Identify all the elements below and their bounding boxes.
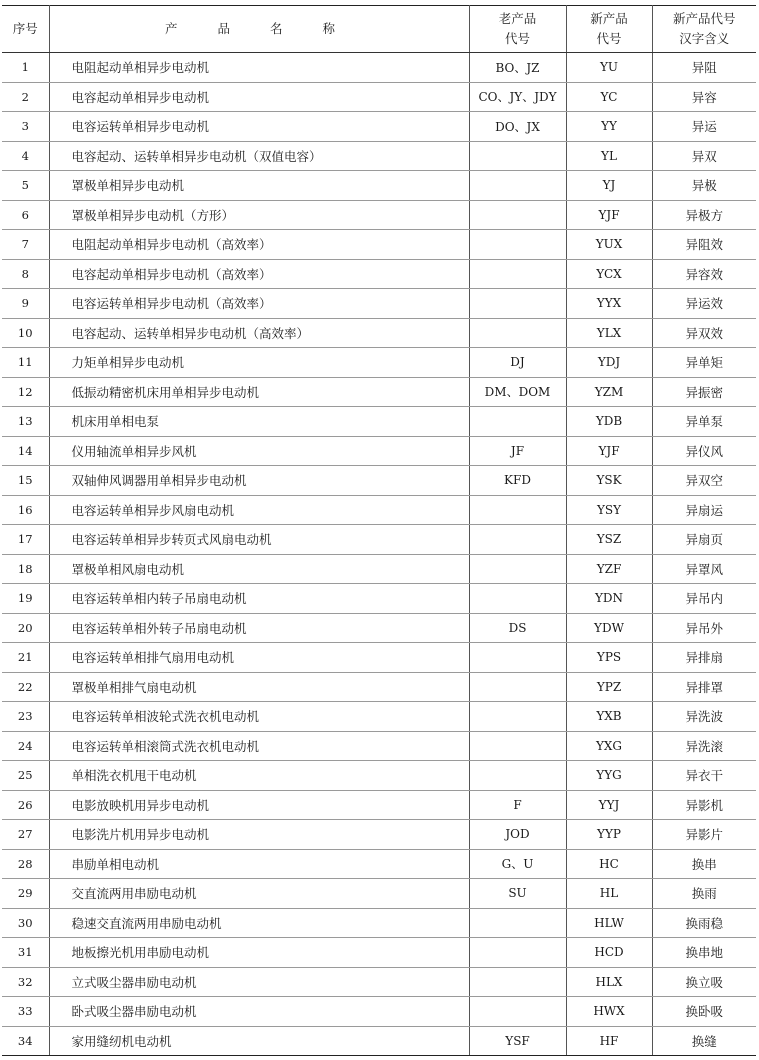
cell-code-meaning: 换缝	[652, 1026, 756, 1056]
cell-old-code	[469, 289, 566, 319]
cell-product-name: 罩极单相异步电动机（方形）	[49, 200, 469, 230]
table-row	[2, 908, 756, 938]
cell-new-code: YYX	[566, 289, 652, 319]
table-row	[2, 672, 756, 702]
motor-code-table	[2, 5, 756, 1056]
cell-old-code	[469, 259, 566, 289]
cell-product-name: 电影放映机用异步电动机	[49, 790, 469, 820]
cell-product-name: 低振动精密机床用单相异步电动机	[49, 377, 469, 407]
table-row	[2, 643, 756, 673]
cell-old-code: F	[469, 790, 566, 820]
cell-old-code	[469, 495, 566, 525]
cell-product-name: 罩极单相排气扇电动机	[49, 672, 469, 702]
cell-old-code: DM、DOM	[469, 377, 566, 407]
cell-old-code	[469, 141, 566, 171]
table-row	[2, 200, 756, 230]
cell-no: 16	[2, 495, 49, 525]
cell-old-code	[469, 938, 566, 968]
cell-code-meaning: 异振密	[652, 377, 756, 407]
cell-product-name: 电容运转单相波轮式洗衣机电动机	[49, 702, 469, 732]
cell-code-meaning: 异罩风	[652, 554, 756, 584]
cell-code-meaning: 异影机	[652, 790, 756, 820]
cell-new-code: HF	[566, 1026, 652, 1056]
cell-no: 14	[2, 436, 49, 466]
cell-old-code: KFD	[469, 466, 566, 496]
cell-code-meaning: 异阻	[652, 53, 756, 83]
cell-code-meaning: 异扇页	[652, 525, 756, 555]
cell-old-code	[469, 997, 566, 1027]
cell-code-meaning: 异运效	[652, 289, 756, 319]
cell-code-meaning: 换卧吸	[652, 997, 756, 1027]
table-body	[2, 53, 756, 1056]
header-old-code-line2: 代号	[504, 31, 530, 46]
table-row	[2, 584, 756, 614]
table-row	[2, 436, 756, 466]
cell-code-meaning: 异洗波	[652, 702, 756, 732]
header-old-code-line1: 老产品	[498, 11, 537, 26]
cell-no: 28	[2, 849, 49, 879]
cell-product-name: 电容起动单相异步电动机	[49, 82, 469, 112]
cell-product-name: 串励单相电动机	[49, 849, 469, 879]
cell-old-code	[469, 761, 566, 791]
cell-no: 31	[2, 938, 49, 968]
cell-new-code: YCX	[566, 259, 652, 289]
cell-product-name: 仪用轴流单相异步风机	[49, 436, 469, 466]
header-new-code-line1: 新产品	[590, 11, 628, 26]
cell-no: 26	[2, 790, 49, 820]
cell-code-meaning: 异容效	[652, 259, 756, 289]
cell-old-code: G、U	[469, 849, 566, 879]
cell-new-code: YC	[566, 82, 652, 112]
table-header	[2, 6, 756, 53]
table-row	[2, 112, 756, 142]
cell-old-code	[469, 554, 566, 584]
cell-product-name: 电容运转单相异步风扇电动机	[49, 495, 469, 525]
cell-code-meaning: 异影片	[652, 820, 756, 850]
cell-old-code: JF	[469, 436, 566, 466]
table-row	[2, 702, 756, 732]
cell-new-code: YSZ	[566, 525, 652, 555]
table-row	[2, 849, 756, 879]
cell-product-name: 电容运转单相内转子吊扇电动机	[49, 584, 469, 614]
cell-code-meaning: 异吊内	[652, 584, 756, 614]
cell-no: 8	[2, 259, 49, 289]
table-row	[2, 289, 756, 319]
cell-new-code: YXB	[566, 702, 652, 732]
cell-old-code	[469, 702, 566, 732]
cell-no: 18	[2, 554, 49, 584]
cell-code-meaning: 异极	[652, 171, 756, 201]
cell-product-name: 电阻起动单相异步电动机（高效率）	[49, 230, 469, 260]
cell-product-name: 立式吸尘器串励电动机	[49, 967, 469, 997]
table-row	[2, 938, 756, 968]
cell-no: 7	[2, 230, 49, 260]
cell-no: 2	[2, 82, 49, 112]
cell-new-code: YPZ	[566, 672, 652, 702]
table-row	[2, 790, 756, 820]
cell-product-name: 电容运转单相异步电动机（高效率）	[49, 289, 469, 319]
table-row	[2, 318, 756, 348]
cell-no: 23	[2, 702, 49, 732]
cell-new-code: YZM	[566, 377, 652, 407]
cell-product-name: 电容起动单相异步电动机（高效率）	[49, 259, 469, 289]
cell-code-meaning: 异排扇	[652, 643, 756, 673]
header-old-code	[469, 6, 566, 53]
cell-new-code: YYG	[566, 761, 652, 791]
cell-no: 22	[2, 672, 49, 702]
cell-no: 9	[2, 289, 49, 319]
cell-product-name: 电容运转单相异步电动机	[49, 112, 469, 142]
cell-no: 12	[2, 377, 49, 407]
cell-code-meaning: 异排罩	[652, 672, 756, 702]
cell-product-name: 罩极单相风扇电动机	[49, 554, 469, 584]
table-row	[2, 141, 756, 171]
cell-old-code	[469, 967, 566, 997]
header-meaning-line1: 新产品代号	[672, 11, 736, 26]
cell-new-code: YDN	[566, 584, 652, 614]
cell-code-meaning: 异运	[652, 112, 756, 142]
cell-no: 27	[2, 820, 49, 850]
table-row	[2, 820, 756, 850]
cell-code-meaning: 异洗滚	[652, 731, 756, 761]
cell-product-name: 电容起动、运转单相异步电动机（高效率）	[49, 318, 469, 348]
cell-code-meaning: 异扇运	[652, 495, 756, 525]
cell-new-code: YPS	[566, 643, 652, 673]
cell-no: 20	[2, 613, 49, 643]
cell-code-meaning: 换雨稳	[652, 908, 756, 938]
table-row	[2, 997, 756, 1027]
cell-code-meaning: 异吊外	[652, 613, 756, 643]
cell-no: 5	[2, 171, 49, 201]
cell-product-name: 电容起动、运转单相异步电动机（双值电容）	[49, 141, 469, 171]
cell-new-code: HCD	[566, 938, 652, 968]
cell-new-code: HC	[566, 849, 652, 879]
header-product-name	[49, 6, 469, 53]
cell-new-code: YDW	[566, 613, 652, 643]
cell-product-name: 力矩单相异步电动机	[49, 348, 469, 378]
cell-old-code	[469, 200, 566, 230]
cell-product-name: 机床用单相电泵	[49, 407, 469, 437]
cell-product-name: 电容运转单相异步转页式风扇电动机	[49, 525, 469, 555]
cell-product-name: 家用缝纫机电动机	[49, 1026, 469, 1056]
cell-old-code: CO、JY、JDY	[469, 82, 566, 112]
cell-old-code	[469, 584, 566, 614]
cell-product-name: 电容运转单相外转子吊扇电动机	[49, 613, 469, 643]
cell-product-name: 双轴伸风调器用单相异步电动机	[49, 466, 469, 496]
cell-old-code: BO、JZ	[469, 53, 566, 83]
cell-no: 15	[2, 466, 49, 496]
header-row	[2, 6, 756, 53]
cell-old-code	[469, 407, 566, 437]
cell-new-code: YU	[566, 53, 652, 83]
cell-no: 21	[2, 643, 49, 673]
cell-product-name: 交直流两用串励电动机	[49, 879, 469, 909]
header-new-code-line2: 代号	[596, 31, 622, 46]
cell-new-code: HLW	[566, 908, 652, 938]
table-row	[2, 348, 756, 378]
cell-code-meaning: 换串地	[652, 938, 756, 968]
table-row	[2, 495, 756, 525]
cell-no: 11	[2, 348, 49, 378]
cell-new-code: HLX	[566, 967, 652, 997]
cell-new-code: YY	[566, 112, 652, 142]
cell-code-meaning: 异衣干	[652, 761, 756, 791]
cell-product-name: 电容运转单相排气扇用电动机	[49, 643, 469, 673]
cell-new-code: YLX	[566, 318, 652, 348]
cell-code-meaning: 异阻效	[652, 230, 756, 260]
cell-code-meaning: 换串	[652, 849, 756, 879]
cell-new-code: HWX	[566, 997, 652, 1027]
cell-new-code: YYP	[566, 820, 652, 850]
cell-old-code	[469, 731, 566, 761]
table-row	[2, 554, 756, 584]
table-row	[2, 230, 756, 260]
cell-no: 4	[2, 141, 49, 171]
cell-product-name: 电容运转单相滚筒式洗衣机电动机	[49, 731, 469, 761]
cell-old-code: DO、JX	[469, 112, 566, 142]
cell-new-code: YSK	[566, 466, 652, 496]
cell-no: 13	[2, 407, 49, 437]
cell-new-code: YL	[566, 141, 652, 171]
cell-no: 29	[2, 879, 49, 909]
cell-old-code	[469, 230, 566, 260]
cell-code-meaning: 换立吸	[652, 967, 756, 997]
table-row	[2, 53, 756, 83]
cell-no: 19	[2, 584, 49, 614]
cell-old-code	[469, 643, 566, 673]
table-row	[2, 1026, 756, 1056]
cell-no: 24	[2, 731, 49, 761]
cell-product-name: 稳速交直流两用串励电动机	[49, 908, 469, 938]
cell-no: 6	[2, 200, 49, 230]
cell-code-meaning: 异仪风	[652, 436, 756, 466]
cell-new-code: YSY	[566, 495, 652, 525]
header-new-code	[566, 6, 652, 53]
table-row	[2, 82, 756, 112]
cell-new-code: YZF	[566, 554, 652, 584]
header-meaning	[652, 6, 756, 53]
cell-product-name: 电影洗片机用异步电动机	[49, 820, 469, 850]
table-row	[2, 466, 756, 496]
cell-old-code: DS	[469, 613, 566, 643]
cell-new-code: HL	[566, 879, 652, 909]
cell-no: 17	[2, 525, 49, 555]
cell-new-code: YJ	[566, 171, 652, 201]
cell-new-code: YJF	[566, 200, 652, 230]
cell-code-meaning: 异单矩	[652, 348, 756, 378]
cell-old-code	[469, 672, 566, 702]
cell-no: 25	[2, 761, 49, 791]
cell-no: 34	[2, 1026, 49, 1056]
table-row	[2, 171, 756, 201]
cell-product-name: 电阻起动单相异步电动机	[49, 53, 469, 83]
cell-old-code	[469, 171, 566, 201]
cell-code-meaning: 异容	[652, 82, 756, 112]
cell-old-code: YSF	[469, 1026, 566, 1056]
cell-old-code: SU	[469, 879, 566, 909]
cell-code-meaning: 异双	[652, 141, 756, 171]
cell-code-meaning: 换雨	[652, 879, 756, 909]
cell-code-meaning: 异单泵	[652, 407, 756, 437]
cell-new-code: YDB	[566, 407, 652, 437]
cell-new-code: YDJ	[566, 348, 652, 378]
cell-no: 1	[2, 53, 49, 83]
cell-new-code: YJF	[566, 436, 652, 466]
table-row	[2, 967, 756, 997]
table-row	[2, 525, 756, 555]
cell-product-name: 地板擦光机用串励电动机	[49, 938, 469, 968]
cell-old-code: JOD	[469, 820, 566, 850]
cell-code-meaning: 异极方	[652, 200, 756, 230]
header-no: 序号	[2, 6, 49, 53]
cell-old-code	[469, 525, 566, 555]
header-product-name-text: 产 品 名 称	[165, 21, 353, 36]
cell-product-name: 单相洗衣机甩干电动机	[49, 761, 469, 791]
cell-no: 30	[2, 908, 49, 938]
cell-product-name: 卧式吸尘器串励电动机	[49, 997, 469, 1027]
cell-new-code: YUX	[566, 230, 652, 260]
table-row	[2, 407, 756, 437]
cell-no: 33	[2, 997, 49, 1027]
table-row	[2, 613, 756, 643]
cell-product-name: 罩极单相异步电动机	[49, 171, 469, 201]
cell-no: 10	[2, 318, 49, 348]
table-row	[2, 731, 756, 761]
cell-old-code	[469, 318, 566, 348]
cell-new-code: YYJ	[566, 790, 652, 820]
table-row	[2, 377, 756, 407]
header-meaning-line2: 汉字含义	[679, 31, 730, 46]
table-row	[2, 761, 756, 791]
cell-no: 3	[2, 112, 49, 142]
cell-code-meaning: 异双效	[652, 318, 756, 348]
cell-old-code	[469, 908, 566, 938]
table-row	[2, 879, 756, 909]
cell-code-meaning: 异双空	[652, 466, 756, 496]
table-row	[2, 259, 756, 289]
cell-no: 32	[2, 967, 49, 997]
cell-old-code: DJ	[469, 348, 566, 378]
cell-new-code: YXG	[566, 731, 652, 761]
